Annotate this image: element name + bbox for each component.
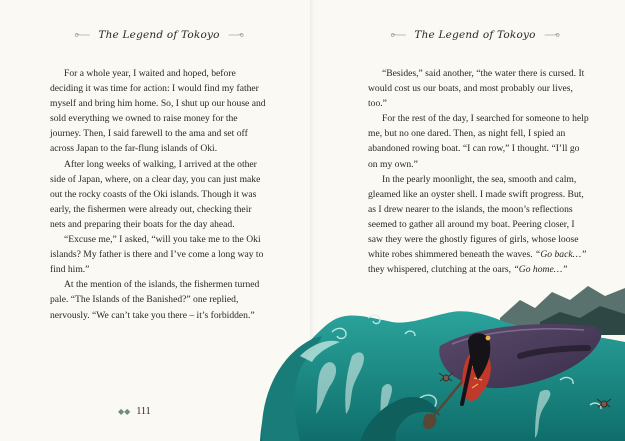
paragraph-text: they whispered, clutching at the oars, <box>368 264 514 276</box>
paragraph <box>368 172 589 278</box>
paragraph: For the rest of the day, I searched for someone to help me, but no one dared. Then, as night fell, I spied an abandoned rowing boat. “I can row,” I thought. “I’ll go on my own.” <box>368 113 589 170</box>
paragraph-text: In the pearly moonlight, the sea, smooth and calm, gleamed like an oyster shell. I made swift progress. But, as I drew nearer to the islands, the moon’s reflections seemed to gather all around my boat. Peering closer, I saw they were the ghostly figures of girls, whose loose white robes shimmered beneath the waves. <box>368 173 584 261</box>
flourish-right-icon <box>228 30 244 40</box>
flourish-right-icon <box>544 30 560 40</box>
paragraph: At the mention of the islands, the fishermen turned pale. “The Islands of the Banished?” one replied, nervously. “We can’t take you there – it’s forbidden.” <box>50 279 260 321</box>
paragraph: For a whole year, I waited and hoped, before deciding it was time for action: I would find my father myself and bring him home. So, I shut up our house and sold everything we owned to raise money for the journey. Then, I said farewell to the ama and set off across Japan to the far-flung islands of Oki. <box>50 68 266 155</box>
running-title: The Legend of Tokoyo <box>98 29 220 41</box>
page-ornament-icon: ◆◆ <box>118 407 131 416</box>
page-number-value: 111 <box>136 406 151 417</box>
right-running-header <box>390 26 560 44</box>
left-body-text <box>50 66 268 323</box>
ghost-whisper: “Go back…” <box>535 249 587 261</box>
paragraph: “Excuse me,” I asked, “will you take me to the Oki islands? My father is there and I’ve come a long way to find him.” <box>50 234 264 276</box>
paragraph: After long weeks of walking, I arrived at the other side of Japan, where, on a clear day, you can just make out the rocky coasts of the Oki islands. Though it was early, the fishermen were already out, checking their nets and preparing their boats for the day ahead. <box>50 158 261 230</box>
running-title: The Legend of Tokoyo <box>414 29 536 41</box>
page-number <box>118 406 151 417</box>
right-body-text <box>368 66 589 277</box>
flourish-left-icon <box>74 30 90 40</box>
paragraph: “Besides,” said another, “the water there is cursed. It would cost us our boats, and most probably our lives, too.” <box>368 68 585 110</box>
left-page <box>0 0 312 441</box>
flourish-left-icon <box>390 30 406 40</box>
right-page <box>312 0 625 441</box>
ghost-whisper: “Go home…” <box>513 264 568 276</box>
left-running-header <box>74 26 244 44</box>
